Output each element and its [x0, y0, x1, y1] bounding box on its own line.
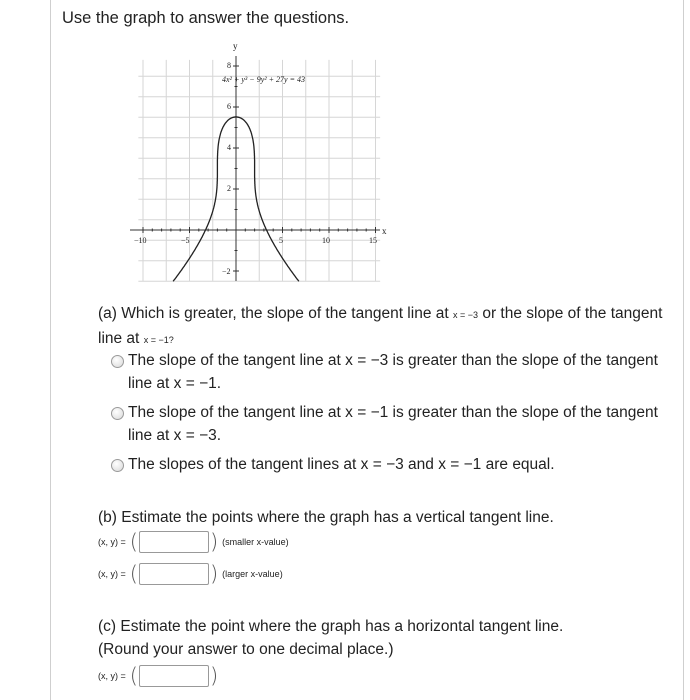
curve-graph — [125, 38, 395, 283]
smaller-x-point-input[interactable] — [139, 531, 209, 553]
smaller-note: (smaller x-value) — [222, 537, 289, 547]
radio-button[interactable] — [111, 355, 124, 368]
grid — [138, 60, 380, 281]
close-paren: ) — [209, 562, 219, 586]
x-tick-label: −5 — [181, 236, 190, 245]
radio-button[interactable] — [111, 459, 124, 472]
larger-note: (larger x-value) — [222, 569, 283, 579]
part-c-question — [98, 615, 563, 661]
part-a-x1: x = −3 — [453, 310, 479, 320]
close-paren: ) — [209, 530, 219, 554]
option-label: The slope of the tangent line at x = −3 is greater than the slope of the tangent line at x = −1. — [128, 352, 658, 392]
y-tick-label: 2 — [227, 184, 231, 193]
part-a-option-1[interactable] — [111, 349, 671, 395]
x-tick-label: 10 — [322, 236, 330, 245]
x-axis-label: x — [382, 226, 387, 236]
y-tick-label: 4 — [227, 143, 231, 152]
open-paren: ( — [129, 664, 138, 688]
part-b-larger-row — [98, 562, 283, 586]
part-b-smaller-row — [98, 530, 289, 554]
y-tick-label: 6 — [227, 102, 231, 111]
intro-text: Use the graph to answer the questions. — [62, 9, 350, 27]
y-tick-label: −2 — [222, 267, 231, 276]
horizontal-tangent-point-input[interactable] — [139, 665, 209, 687]
x-tick-label: 5 — [279, 236, 283, 245]
part-c-row — [98, 664, 219, 688]
y-axis-label: y — [233, 41, 238, 51]
option-label: The slopes of the tangent lines at x = −3 and x = −1 are equal. — [128, 456, 555, 473]
part-a-question-mid: or the slope of the tangent line at — [98, 305, 663, 347]
open-paren: ( — [129, 530, 138, 554]
part-a-option-2[interactable] — [111, 401, 671, 447]
close-paren: ) — [209, 664, 219, 688]
part-a-question — [98, 302, 673, 352]
part-a-option-3[interactable] — [111, 453, 671, 476]
pair-label: (x, y) = — [98, 671, 126, 681]
pair-label: (x, y) = — [98, 537, 126, 547]
x-tick-label: 15 — [369, 236, 377, 245]
open-paren: ( — [129, 562, 138, 586]
part-b-question: (b) Estimate the points where the graph has a vertical tangent line. — [98, 509, 554, 526]
part-a-x2: x = −1? — [143, 335, 174, 345]
part-c-line-2: (Round your answer to one decimal place.) — [98, 641, 394, 658]
x-tick-label: −10 — [134, 236, 147, 245]
y-tick-label: 8 — [227, 61, 231, 70]
part-a-question-start: (a) Which is greater, the slope of the tangent line at — [98, 305, 449, 322]
pair-label: (x, y) = — [98, 569, 126, 579]
option-label: The slope of the tangent line at x = −1 is greater than the slope of the tangent line at x = −3. — [128, 404, 658, 444]
radio-button[interactable] — [111, 407, 124, 420]
part-c-line-1: (c) Estimate the point where the graph has a horizontal tangent line. — [98, 618, 564, 635]
larger-x-point-input[interactable] — [139, 563, 209, 585]
equation-label: 4x² + y³ − 9y² + 27y = 43 — [222, 75, 305, 84]
